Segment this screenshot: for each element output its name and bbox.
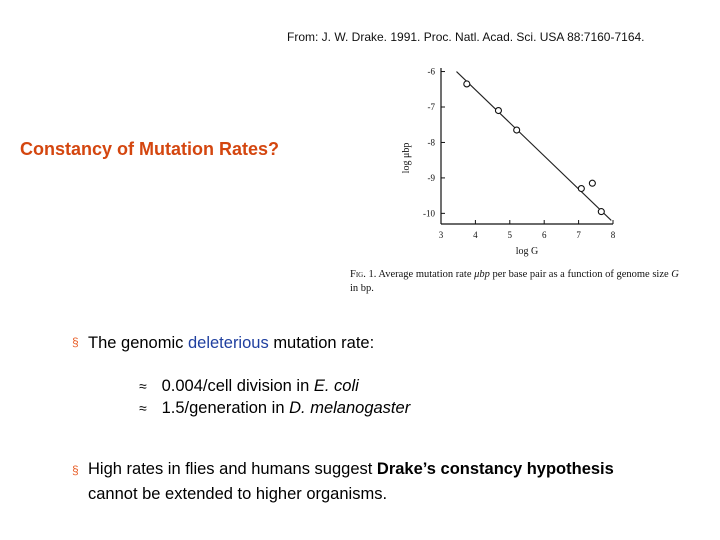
sub-item-drosophila-organism: D. melanogaster <box>289 399 411 417</box>
y-tick-label: -10 <box>423 208 435 219</box>
y-tick-label: -9 <box>427 172 435 183</box>
sub-item-drosophila <box>139 397 410 419</box>
figure-caption-g: G <box>671 269 679 280</box>
y-axis-label: log μbp <box>401 142 412 174</box>
x-tick-label: 4 <box>473 230 478 240</box>
y-tick-label: -7 <box>427 102 435 112</box>
bullet-mutation-rate <box>72 334 410 353</box>
bullet-1-pre: The genomic <box>88 334 184 352</box>
x-tick-label: 6 <box>541 230 547 240</box>
approx-icon: ≈ <box>139 400 147 416</box>
regression-line <box>456 72 611 221</box>
bullet-2-bold: Drake’s constancy hypothesis <box>376 460 614 478</box>
approx-icon: ≈ <box>139 378 147 394</box>
bullet-2-pre: High rates in flies and humans suggest <box>88 460 373 478</box>
figure-caption-text-1: Average mutation rate <box>378 269 472 280</box>
sub-list <box>139 375 410 419</box>
data-point <box>514 127 520 133</box>
data-point <box>589 180 595 186</box>
bullet-1-highlight: deleterious <box>187 334 269 352</box>
slide-title: Constancy of Mutation Rates? <box>20 139 280 159</box>
figure-caption-text-3: in bp. <box>350 283 374 294</box>
x-tick-label: 5 <box>507 230 513 240</box>
bullet-2-post: cannot be extended to higher organisms. <box>88 485 388 503</box>
bullet-1-post: mutation rate: <box>273 334 375 352</box>
bullet-list-2 <box>72 457 648 507</box>
x-tick-label: 7 <box>576 230 581 240</box>
bullet-marker: § <box>72 335 79 349</box>
data-point <box>464 81 470 87</box>
bullet-marker: § <box>72 463 79 477</box>
sub-item-ecoli-organism: E. coli <box>313 377 359 395</box>
sub-item-ecoli-text: 0.004/cell division in <box>161 377 310 395</box>
y-tick-label: -6 <box>427 66 435 77</box>
sub-item-drosophila-text: 1.5/generation in <box>161 399 285 417</box>
citation: From: J. W. Drake. 1991. Proc. Natl. Acad. Sci. USA 88:7160-7164. <box>287 30 645 44</box>
y-tick-label: -8 <box>427 137 435 148</box>
bullet-list <box>72 334 410 419</box>
figure-caption-symbol: μbp <box>474 269 490 280</box>
sub-item-ecoli <box>139 375 410 397</box>
figure-caption <box>350 268 680 296</box>
x-tick-label: 8 <box>610 230 616 240</box>
x-tick-label: 3 <box>438 230 444 240</box>
mutation-rate-chart <box>395 62 625 262</box>
x-axis-label: log G <box>515 246 539 257</box>
figure-caption-label: Fig. 1. <box>350 269 377 280</box>
data-point <box>598 209 604 215</box>
data-point <box>578 186 584 192</box>
data-point <box>495 108 501 114</box>
figure-caption-text-2: per base pair as a function of genome size <box>492 269 669 280</box>
bullet-drake-hypothesis <box>72 457 648 507</box>
